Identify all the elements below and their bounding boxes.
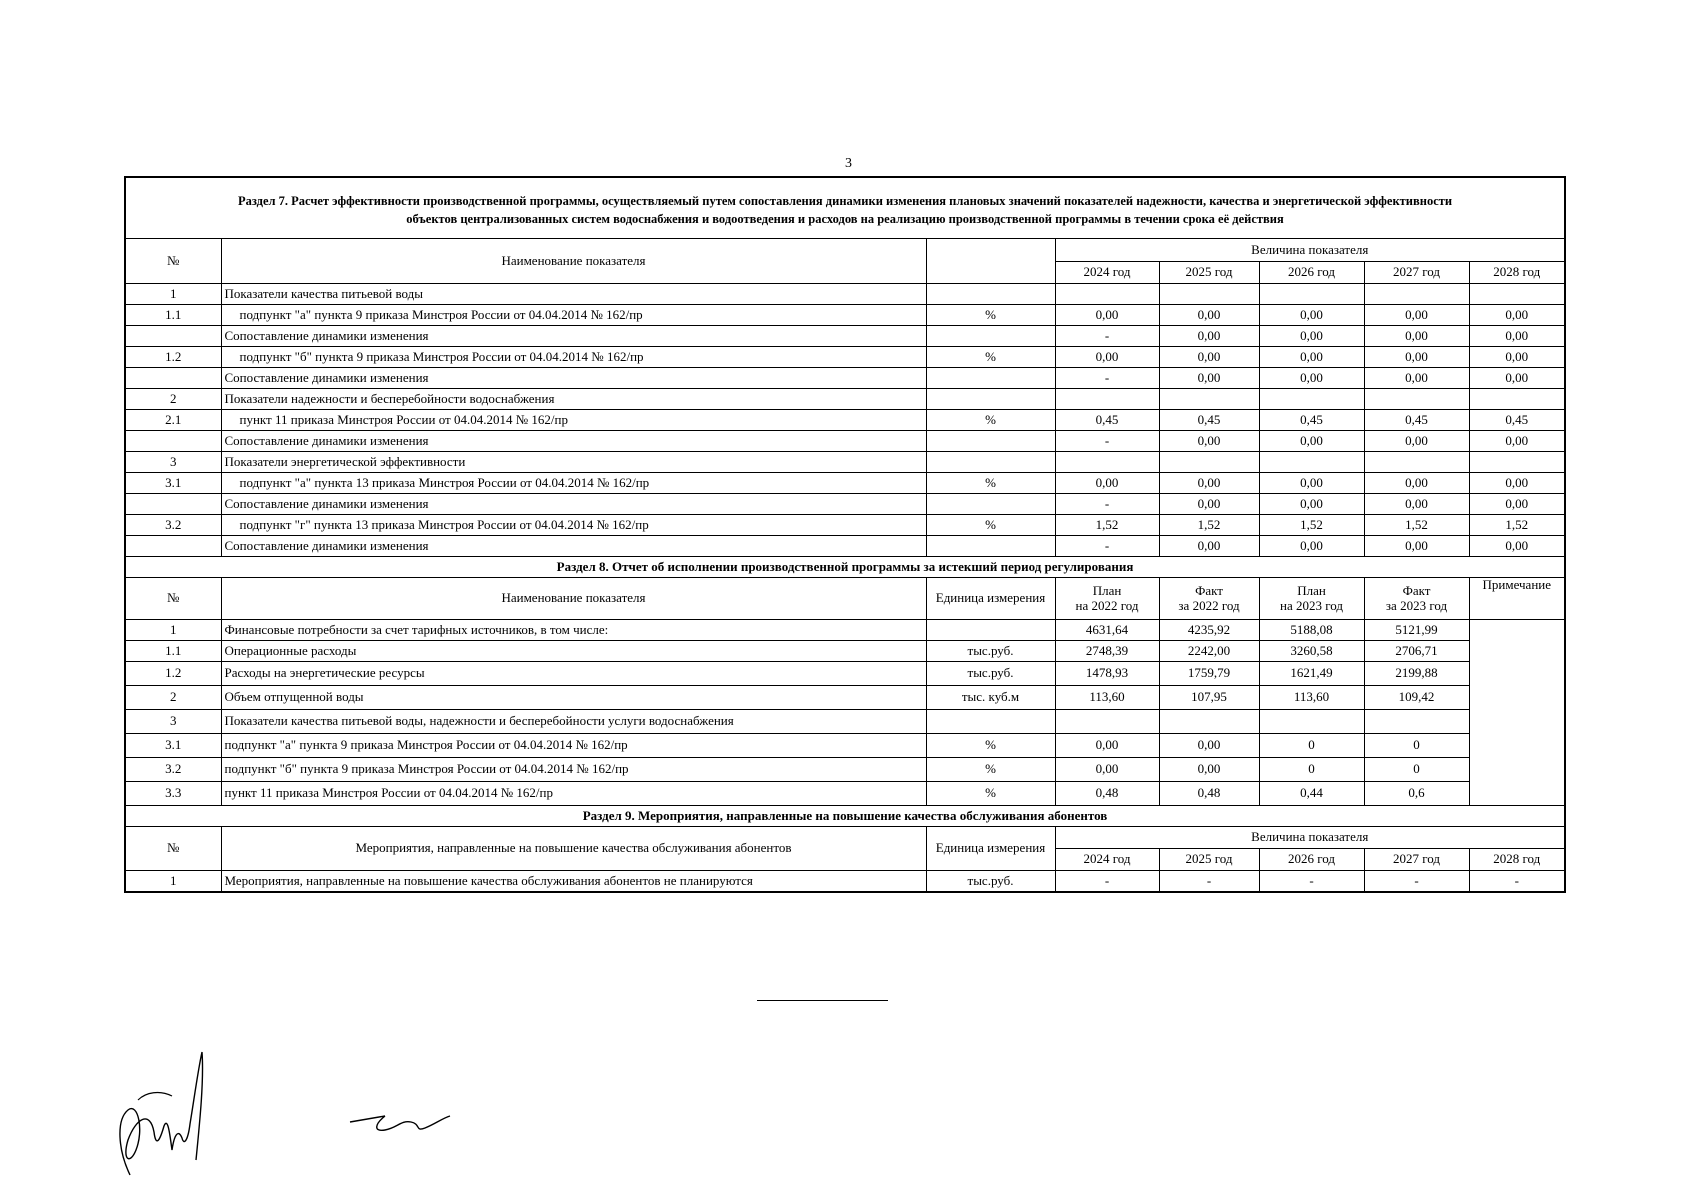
s7-row-value: 0,00 bbox=[1159, 368, 1259, 389]
s7-row-value: - bbox=[1055, 326, 1159, 347]
section8-rows bbox=[125, 620, 1565, 806]
s7-header-year: 2024 год bbox=[1055, 262, 1159, 284]
handwritten-signature-2 bbox=[345, 1100, 455, 1140]
s7-row-name: подпункт "б" пункта 9 приказа Минстроя России от 04.04.2014 № 162/пр bbox=[221, 347, 926, 368]
closing-rule bbox=[757, 1000, 888, 1001]
s7-row-unit bbox=[926, 368, 1055, 389]
table-row bbox=[125, 734, 1565, 758]
s7-row-value: 0,00 bbox=[1159, 326, 1259, 347]
s8-row-value: 2748,39 bbox=[1055, 641, 1159, 662]
table-row bbox=[125, 389, 1565, 410]
s8-row-num: 1.2 bbox=[125, 662, 221, 686]
table-row bbox=[125, 536, 1565, 557]
s7-row-value: 0,00 bbox=[1259, 431, 1364, 452]
s8-row-value: 0 bbox=[1364, 758, 1469, 782]
s8-row-num: 1 bbox=[125, 620, 221, 641]
s7-row-name: подпункт "г" пункта 13 приказа Минстроя России от 04.04.2014 № 162/пр bbox=[221, 515, 926, 536]
s7-row-value: 0,45 bbox=[1055, 410, 1159, 431]
s7-row-value: 0,00 bbox=[1259, 473, 1364, 494]
section9-rows bbox=[125, 871, 1565, 893]
s7-row-value: 0,00 bbox=[1055, 347, 1159, 368]
report-document bbox=[124, 176, 1564, 893]
s8-row-num: 1.1 bbox=[125, 641, 221, 662]
s8-row-value bbox=[1159, 710, 1259, 734]
s7-row-value: 0,00 bbox=[1364, 473, 1469, 494]
s7-row-unit bbox=[926, 284, 1055, 305]
s9-header-year: 2025 год bbox=[1159, 849, 1259, 871]
s8-header-name: Наименование показателя bbox=[221, 578, 926, 620]
s7-row-unit: % bbox=[926, 410, 1055, 431]
s8-row-num: 3.2 bbox=[125, 758, 221, 782]
s7-row-num: 3.2 bbox=[125, 515, 221, 536]
s7-row-value: - bbox=[1055, 431, 1159, 452]
s7-row-value bbox=[1364, 389, 1469, 410]
table-row bbox=[125, 641, 1565, 662]
s7-row-value: 0,45 bbox=[1364, 410, 1469, 431]
s7-row-value: 1,52 bbox=[1259, 515, 1364, 536]
s8-row-unit bbox=[926, 710, 1055, 734]
s7-header-year: 2028 год bbox=[1469, 262, 1565, 284]
s7-row-unit bbox=[926, 389, 1055, 410]
s8-note-cell bbox=[1469, 620, 1565, 806]
s9-row-value: - bbox=[1469, 871, 1565, 893]
s7-row-name: Показатели надежности и бесперебойности водоснабжения bbox=[221, 389, 926, 410]
s7-header-unit bbox=[926, 239, 1055, 284]
s7-row-num: 1 bbox=[125, 284, 221, 305]
s7-row-value: 0,00 bbox=[1159, 536, 1259, 557]
s8-row-value: 0,44 bbox=[1259, 782, 1364, 806]
s7-row-num: 2.1 bbox=[125, 410, 221, 431]
report-table bbox=[124, 176, 1566, 893]
table-row bbox=[125, 431, 1565, 452]
s8-row-unit: % bbox=[926, 758, 1055, 782]
table-row bbox=[125, 410, 1565, 431]
s7-row-num bbox=[125, 536, 221, 557]
table-row bbox=[125, 686, 1565, 710]
table-row bbox=[125, 662, 1565, 686]
page-number: 3 bbox=[845, 156, 852, 171]
table-row bbox=[125, 758, 1565, 782]
s7-row-value: 0,45 bbox=[1259, 410, 1364, 431]
s7-row-num: 1.1 bbox=[125, 305, 221, 326]
s9-header-unit: Единица измерения bbox=[926, 827, 1055, 871]
s7-header-year: 2026 год bbox=[1259, 262, 1364, 284]
s7-row-value bbox=[1055, 284, 1159, 305]
s7-row-value: 0,00 bbox=[1259, 347, 1364, 368]
s8-row-value: 113,60 bbox=[1055, 686, 1159, 710]
s8-row-value: 2706,71 bbox=[1364, 641, 1469, 662]
s9-header-name: Мероприятия, направленные на повышение качества обслуживания абонентов bbox=[221, 827, 926, 871]
s7-row-name: Показатели качества питьевой воды bbox=[221, 284, 926, 305]
s7-row-unit bbox=[926, 326, 1055, 347]
s8-row-name: подпункт "б" пункта 9 приказа Минстроя России от 04.04.2014 № 162/пр bbox=[221, 758, 926, 782]
s8-row-value: 0,48 bbox=[1055, 782, 1159, 806]
table-row bbox=[125, 515, 1565, 536]
s8-row-value: 0,00 bbox=[1159, 758, 1259, 782]
s8-row-value: 109,42 bbox=[1364, 686, 1469, 710]
s7-row-num bbox=[125, 431, 221, 452]
s8-header-fact-2023: Факт за 2023 год bbox=[1364, 578, 1469, 620]
s7-row-value bbox=[1469, 452, 1565, 473]
table-row bbox=[125, 782, 1565, 806]
s8-row-unit: % bbox=[926, 734, 1055, 758]
s9-row-unit: тыс.руб. bbox=[926, 871, 1055, 893]
s7-row-value: 1,52 bbox=[1055, 515, 1159, 536]
s8-row-value: 0 bbox=[1259, 734, 1364, 758]
s8-row-unit bbox=[926, 620, 1055, 641]
s8-row-unit: % bbox=[926, 782, 1055, 806]
table-row bbox=[125, 368, 1565, 389]
s7-row-unit: % bbox=[926, 473, 1055, 494]
s7-row-value bbox=[1364, 452, 1469, 473]
s7-row-value: 0,00 bbox=[1364, 536, 1469, 557]
s7-row-unit: % bbox=[926, 515, 1055, 536]
s7-row-value: 0,00 bbox=[1469, 536, 1565, 557]
s8-row-value: 0,00 bbox=[1055, 758, 1159, 782]
table-row bbox=[125, 326, 1565, 347]
section8-title: Раздел 8. Отчет об исполнении производственной программы за истекший период регулирования bbox=[125, 557, 1565, 578]
s7-row-num: 3 bbox=[125, 452, 221, 473]
s7-row-value: 1,52 bbox=[1469, 515, 1565, 536]
s7-row-value: 0,00 bbox=[1364, 326, 1469, 347]
s7-header-name: Наименование показателя bbox=[221, 239, 926, 284]
s7-row-value: 0,00 bbox=[1469, 305, 1565, 326]
section7-title-line1: Раздел 7. Расчет эффективности производственной программы, осуществляемый путем сопоставления динамики изменения плановых значений показателей надежности, качества и энергетической эффективности bbox=[237, 194, 1453, 208]
s7-row-value: 0,00 bbox=[1259, 305, 1364, 326]
s8-header-fact-2022: Факт за 2022 год bbox=[1159, 578, 1259, 620]
s7-row-value: 0,00 bbox=[1055, 473, 1159, 494]
s7-row-value bbox=[1259, 389, 1364, 410]
s7-row-name: Сопоставление динамики изменения bbox=[221, 368, 926, 389]
s7-row-value: 0,00 bbox=[1469, 347, 1565, 368]
s8-row-value: 0,6 bbox=[1364, 782, 1469, 806]
s8-row-value: 5121,99 bbox=[1364, 620, 1469, 641]
s7-row-name: подпункт "а" пункта 9 приказа Минстроя России от 04.04.2014 № 162/пр bbox=[221, 305, 926, 326]
s8-row-name: пункт 11 приказа Минстроя России от 04.04.2014 № 162/пр bbox=[221, 782, 926, 806]
s7-header-value-group: Величина показателя bbox=[1055, 239, 1565, 262]
s7-row-value: 0,00 bbox=[1159, 305, 1259, 326]
s7-row-value: 0,00 bbox=[1364, 494, 1469, 515]
s7-row-value: 0,00 bbox=[1469, 368, 1565, 389]
s7-row-value: - bbox=[1055, 494, 1159, 515]
s9-header-num: № bbox=[125, 827, 221, 871]
s7-row-value: 0,00 bbox=[1159, 431, 1259, 452]
section7-title bbox=[125, 177, 1565, 239]
s8-row-num: 3.3 bbox=[125, 782, 221, 806]
s7-row-value: 0,00 bbox=[1159, 473, 1259, 494]
s7-row-name: пункт 11 приказа Минстроя России от 04.04.2014 № 162/пр bbox=[221, 410, 926, 431]
s9-row-value: - bbox=[1159, 871, 1259, 893]
s7-row-num: 2 bbox=[125, 389, 221, 410]
s7-row-value: 0,45 bbox=[1159, 410, 1259, 431]
s8-row-value bbox=[1055, 710, 1159, 734]
s7-row-value bbox=[1055, 452, 1159, 473]
s8-row-value: 3260,58 bbox=[1259, 641, 1364, 662]
table-row bbox=[125, 620, 1565, 641]
s8-header-num: № bbox=[125, 578, 221, 620]
s7-row-value: 0,00 bbox=[1055, 305, 1159, 326]
s7-row-value: 0,00 bbox=[1259, 368, 1364, 389]
s7-row-value: 0,00 bbox=[1364, 305, 1469, 326]
s9-row-name: Мероприятия, направленные на повышение качества обслуживания абонентов не планируются bbox=[221, 871, 926, 893]
s8-row-unit: тыс.руб. bbox=[926, 662, 1055, 686]
s7-row-name: Сопоставление динамики изменения bbox=[221, 494, 926, 515]
s9-header-year: 2024 год bbox=[1055, 849, 1159, 871]
s7-row-value: 0,00 bbox=[1159, 494, 1259, 515]
s8-header-plan-2022: План на 2022 год bbox=[1055, 578, 1159, 620]
s7-row-value bbox=[1364, 284, 1469, 305]
s8-header-unit: Единица измерения bbox=[926, 578, 1055, 620]
section7-title-line2: объектов централизованных систем водоснабжения и водоотведения и расходов на реализацию производственной программы в течении срока её действия bbox=[406, 212, 1284, 227]
s7-row-value: 0,00 bbox=[1469, 494, 1565, 515]
section9-title: Раздел 9. Мероприятия, направленные на повышение качества обслуживания абонентов bbox=[125, 806, 1565, 827]
s9-header-year: 2026 год bbox=[1259, 849, 1364, 871]
s7-row-name: Сопоставление динамики изменения bbox=[221, 326, 926, 347]
table-row bbox=[125, 305, 1565, 326]
s7-row-value bbox=[1259, 452, 1364, 473]
s7-row-name: Сопоставление динамики изменения bbox=[221, 431, 926, 452]
s9-row-value: - bbox=[1055, 871, 1159, 893]
s7-row-value: 0,00 bbox=[1469, 473, 1565, 494]
s7-row-value: 0,00 bbox=[1364, 347, 1469, 368]
s8-row-value: 2242,00 bbox=[1159, 641, 1259, 662]
s8-row-name: Показатели качества питьевой воды, надежности и бесперебойности услуги водоснабжения bbox=[221, 710, 926, 734]
s8-row-value: 107,95 bbox=[1159, 686, 1259, 710]
s8-row-name: Финансовые потребности за счет тарифных источников, в том числе: bbox=[221, 620, 926, 641]
s7-row-value: 0,00 bbox=[1469, 431, 1565, 452]
s8-row-num: 2 bbox=[125, 686, 221, 710]
s7-row-name: подпункт "а" пункта 13 приказа Минстроя России от 04.04.2014 № 162/пр bbox=[221, 473, 926, 494]
s7-row-value: 0,00 bbox=[1259, 536, 1364, 557]
s8-row-value: 0 bbox=[1364, 734, 1469, 758]
s7-row-value bbox=[1469, 389, 1565, 410]
s8-row-value: 5188,08 bbox=[1259, 620, 1364, 641]
s9-row-value: - bbox=[1364, 871, 1469, 893]
s7-row-value: 0,00 bbox=[1259, 494, 1364, 515]
table-row bbox=[125, 871, 1565, 893]
s7-row-unit bbox=[926, 494, 1055, 515]
s7-row-value bbox=[1259, 284, 1364, 305]
s7-row-value: 0,45 bbox=[1469, 410, 1565, 431]
s8-header-note: Примечание bbox=[1469, 578, 1565, 620]
table-row bbox=[125, 473, 1565, 494]
s7-header-year: 2025 год bbox=[1159, 262, 1259, 284]
s7-row-value: 0,00 bbox=[1364, 368, 1469, 389]
s7-row-unit bbox=[926, 452, 1055, 473]
s7-header-year: 2027 год bbox=[1364, 262, 1469, 284]
s8-row-value: 4631,64 bbox=[1055, 620, 1159, 641]
table-row bbox=[125, 710, 1565, 734]
s9-header-value-group: Величина показателя bbox=[1055, 827, 1565, 849]
s8-row-value: 4235,92 bbox=[1159, 620, 1259, 641]
s7-row-num bbox=[125, 494, 221, 515]
s9-header-year: 2027 год bbox=[1364, 849, 1469, 871]
s7-row-value bbox=[1469, 284, 1565, 305]
s8-row-value: 1621,49 bbox=[1259, 662, 1364, 686]
s8-row-name: Операционные расходы bbox=[221, 641, 926, 662]
table-row bbox=[125, 494, 1565, 515]
s7-row-value: - bbox=[1055, 368, 1159, 389]
s8-row-value: 0,00 bbox=[1159, 734, 1259, 758]
table-row bbox=[125, 284, 1565, 305]
s7-row-unit bbox=[926, 536, 1055, 557]
s8-row-name: Расходы на энергетические ресурсы bbox=[221, 662, 926, 686]
s8-row-value: 0 bbox=[1259, 758, 1364, 782]
s9-header-year: 2028 год bbox=[1469, 849, 1565, 871]
s7-row-value: - bbox=[1055, 536, 1159, 557]
s8-row-value bbox=[1364, 710, 1469, 734]
table-row bbox=[125, 347, 1565, 368]
s8-header-plan-2023: План на 2023 год bbox=[1259, 578, 1364, 620]
s7-row-unit: % bbox=[926, 347, 1055, 368]
s7-row-value: 0,00 bbox=[1159, 347, 1259, 368]
s7-row-value: 1,52 bbox=[1364, 515, 1469, 536]
s7-row-name: Показатели энергетической эффективности bbox=[221, 452, 926, 473]
s7-row-value: 1,52 bbox=[1159, 515, 1259, 536]
s7-row-unit bbox=[926, 431, 1055, 452]
s8-row-num: 3.1 bbox=[125, 734, 221, 758]
s7-row-value bbox=[1159, 452, 1259, 473]
s8-row-value bbox=[1259, 710, 1364, 734]
s7-row-value: 0,00 bbox=[1259, 326, 1364, 347]
s8-row-value: 2199,88 bbox=[1364, 662, 1469, 686]
s7-row-value bbox=[1055, 389, 1159, 410]
s8-row-value: 0,00 bbox=[1055, 734, 1159, 758]
s9-row-value: - bbox=[1259, 871, 1364, 893]
s7-row-value bbox=[1159, 284, 1259, 305]
s8-row-name: подпункт "а" пункта 9 приказа Минстроя России от 04.04.2014 № 162/пр bbox=[221, 734, 926, 758]
s7-row-num bbox=[125, 326, 221, 347]
s9-row-num: 1 bbox=[125, 871, 221, 893]
s8-row-unit: тыс. куб.м bbox=[926, 686, 1055, 710]
s7-row-num: 1.2 bbox=[125, 347, 221, 368]
s8-row-value: 113,60 bbox=[1259, 686, 1364, 710]
s7-row-unit: % bbox=[926, 305, 1055, 326]
s7-row-name: Сопоставление динамики изменения bbox=[221, 536, 926, 557]
section7-rows bbox=[125, 284, 1565, 557]
s7-header-num: № bbox=[125, 239, 221, 284]
s7-row-value bbox=[1159, 389, 1259, 410]
s8-row-value: 0,48 bbox=[1159, 782, 1259, 806]
s8-row-unit: тыс.руб. bbox=[926, 641, 1055, 662]
table-row bbox=[125, 452, 1565, 473]
handwritten-signature-1 bbox=[110, 1040, 230, 1190]
s8-row-value: 1759,79 bbox=[1159, 662, 1259, 686]
s7-row-num bbox=[125, 368, 221, 389]
s8-row-num: 3 bbox=[125, 710, 221, 734]
s7-row-num: 3.1 bbox=[125, 473, 221, 494]
s7-row-value: 0,00 bbox=[1364, 431, 1469, 452]
s8-row-value: 1478,93 bbox=[1055, 662, 1159, 686]
s8-row-name: Объем отпущенной воды bbox=[221, 686, 926, 710]
s7-row-value: 0,00 bbox=[1469, 326, 1565, 347]
